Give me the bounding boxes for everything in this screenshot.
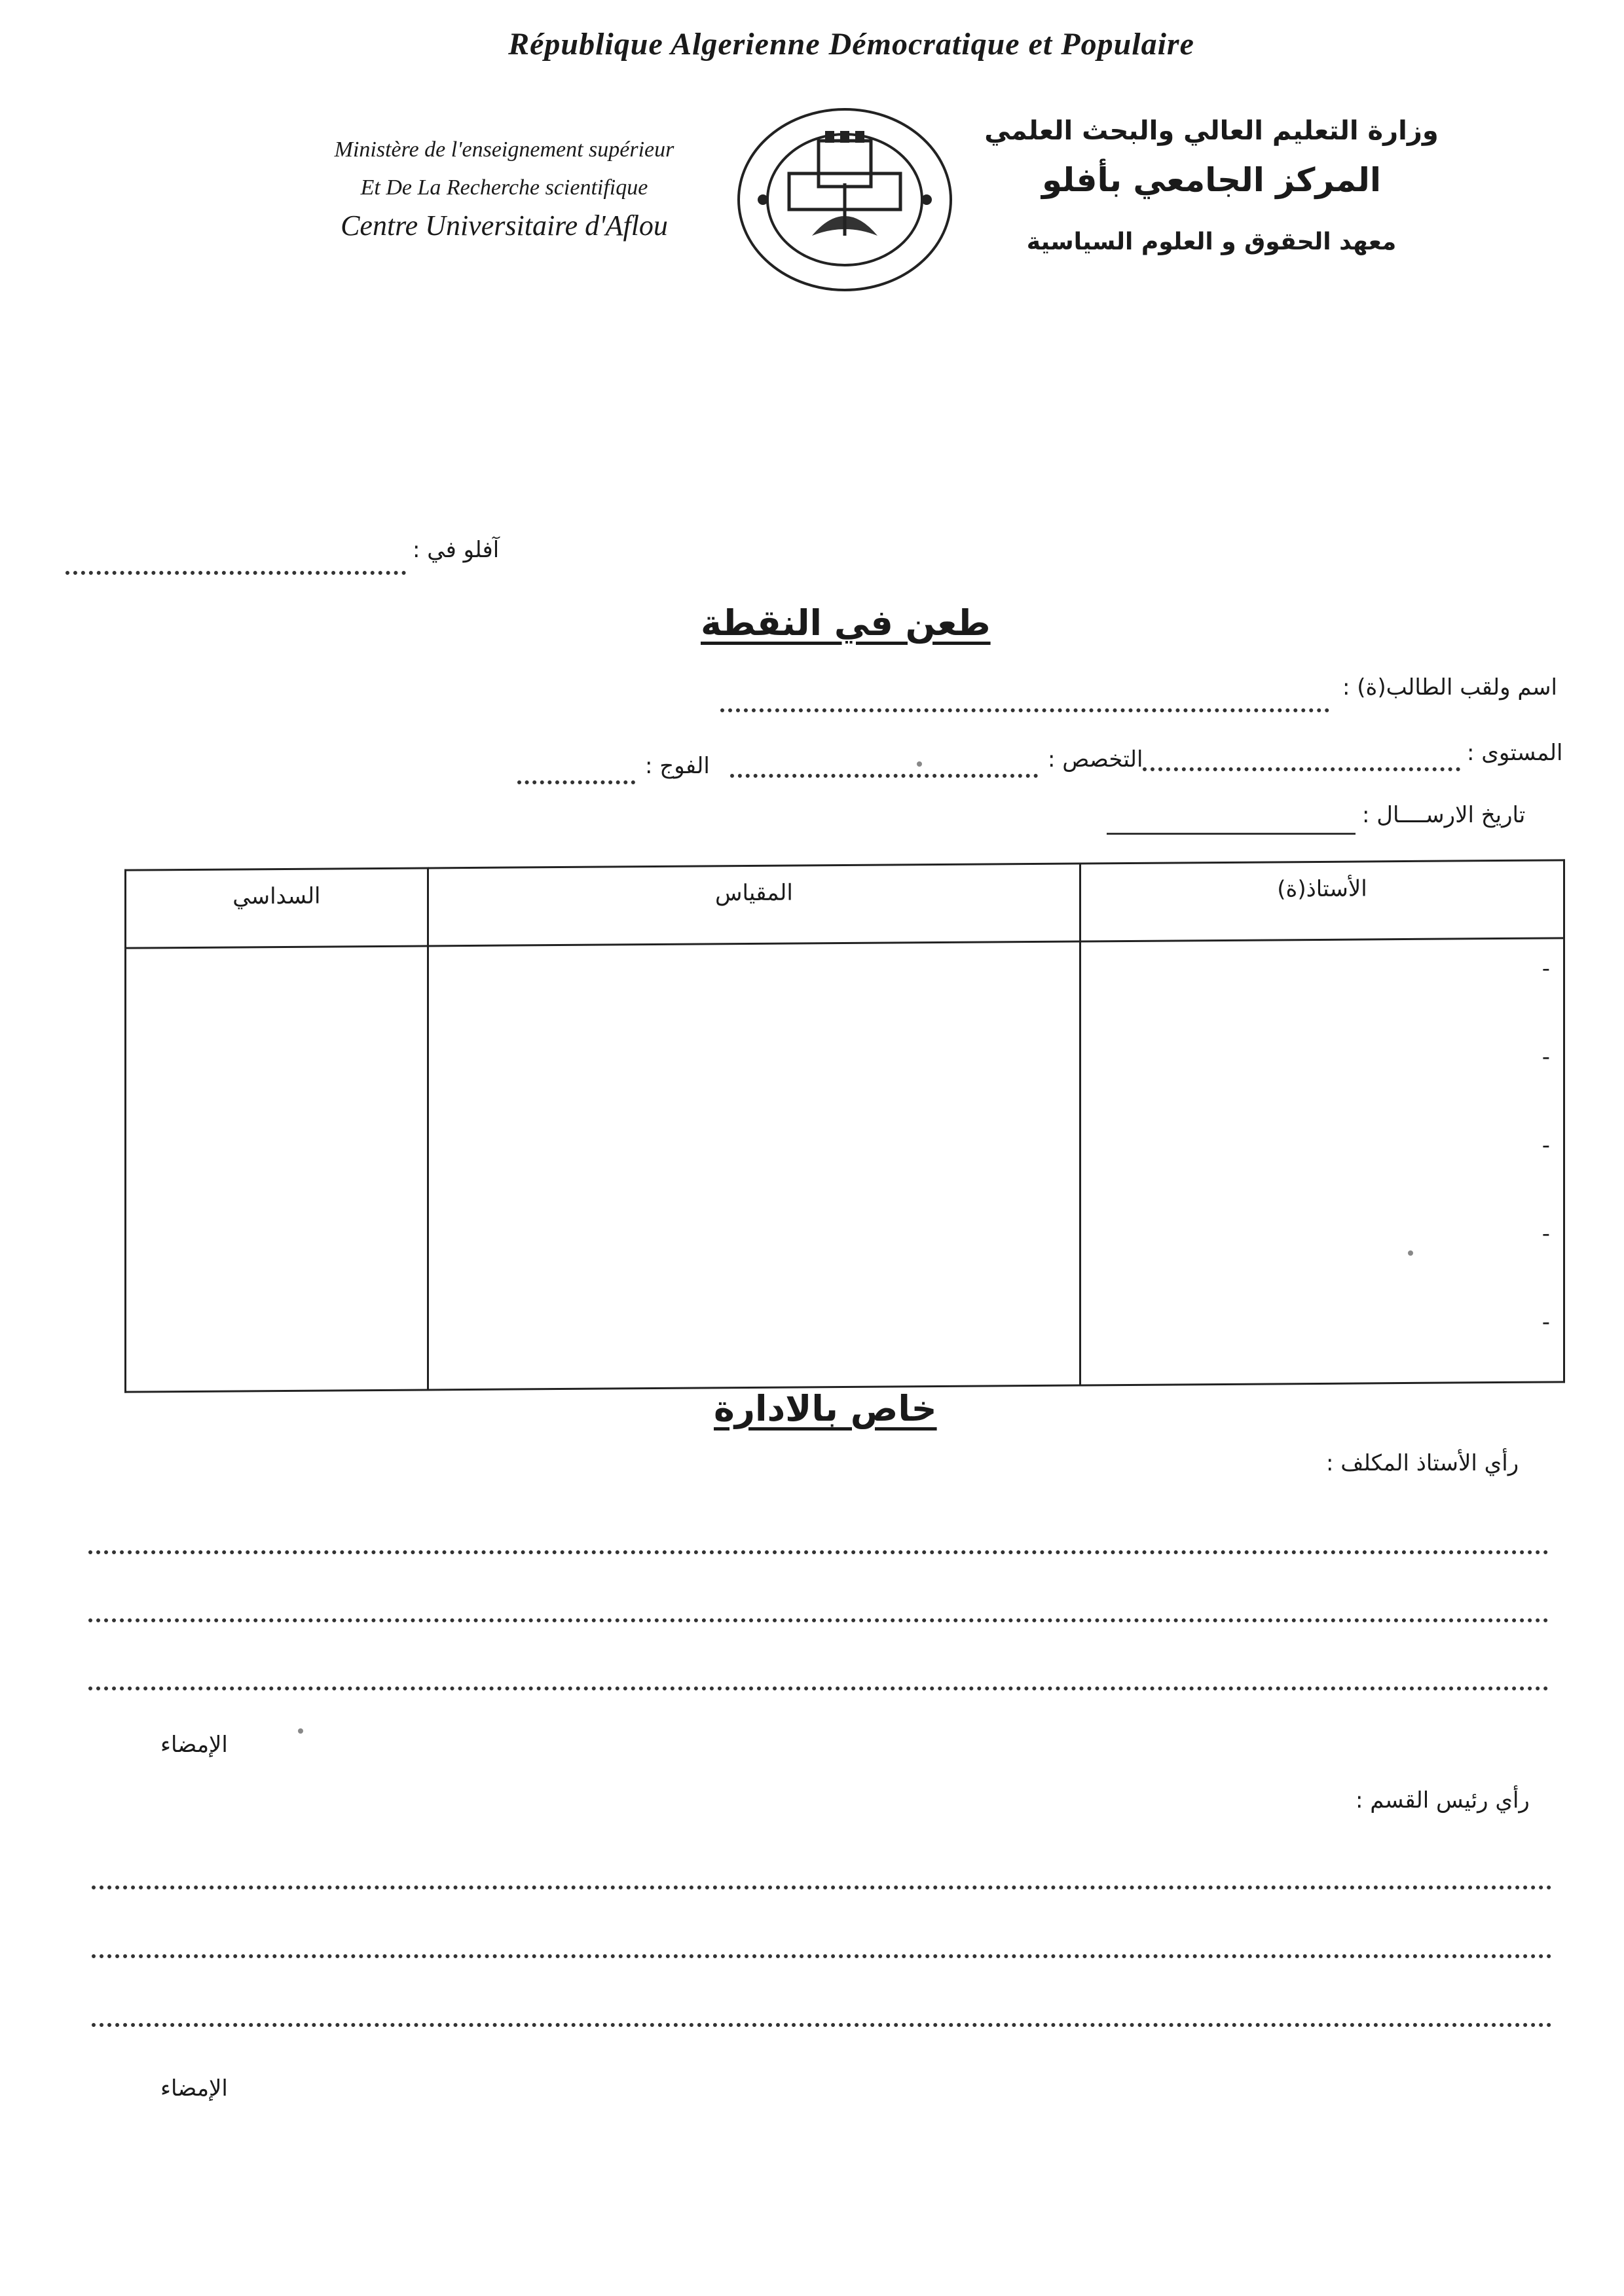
head-signature-label: الإمضاء [160, 2075, 228, 2102]
centre-fr: Centre Universitaire d'Aflou [341, 210, 668, 242]
level-dotted-line[interactable] [1143, 767, 1460, 771]
semester-cell[interactable] [126, 946, 428, 1392]
professor-opinion-label: رأي الأستاذ المكلف : [1326, 1450, 1519, 1476]
head-opinion-line-3[interactable] [92, 2023, 1552, 2027]
scan-speck [298, 1728, 303, 1734]
french-institution-block [275, 131, 733, 245]
subjects-table [124, 859, 1565, 1393]
head-opinion-line-2[interactable] [92, 1954, 1552, 1958]
header-subject: المقياس [428, 864, 1080, 946]
head-opinion-line-1[interactable] [92, 1886, 1552, 1889]
form-title: طعن في النقطة [701, 602, 991, 644]
date-dotted-line[interactable] [65, 571, 406, 575]
republic-header: République Algerienne Démocratique et Populaire [508, 27, 1194, 62]
scan-speck [917, 761, 922, 767]
entry-dash: - [1541, 955, 1550, 982]
ministry-ar: وزارة التعليم العالي والبحث العلمي [984, 116, 1439, 146]
head-opinion-label: رأي رئيس القسم : [1356, 1787, 1530, 1813]
university-seal-icon [733, 105, 956, 295]
centre-ar: المركز الجامعي بأفلو [1041, 161, 1382, 199]
entry-dash: - [1541, 1309, 1550, 1336]
admin-section-title: خاص بالادارة [714, 1388, 937, 1429]
specialty-label: التخصص : [1048, 746, 1143, 773]
student-name-dotted-line[interactable] [720, 708, 1329, 712]
entry-dash: - [1541, 1132, 1550, 1159]
entry-dash: - [1541, 1220, 1550, 1247]
send-date-label: تاريخ الارســــال : [1362, 802, 1526, 828]
entry-dash: - [1541, 1044, 1550, 1070]
arabic-institution-block [982, 108, 1441, 272]
institute-ar: معهد الحقوق و العلوم السياسية [1026, 228, 1397, 255]
header-semester: السداسي [126, 868, 428, 948]
header-professor: الأستاذ(ة) [1080, 860, 1564, 941]
specialty-dotted-line[interactable] [730, 774, 1038, 778]
group-label: الفوج : [645, 753, 710, 779]
date-label: آفلو في : [413, 537, 500, 563]
professor-signature-label: الإمضاء [160, 1732, 228, 1758]
subject-cell[interactable] [428, 941, 1080, 1390]
group-dotted-line[interactable] [517, 780, 635, 784]
professor-cell[interactable] [1080, 938, 1564, 1385]
send-date-line[interactable] [1107, 833, 1356, 835]
professor-opinion-line-1[interactable] [88, 1550, 1549, 1554]
research-fr: Et De La Recherche scientifique [360, 175, 648, 200]
professor-opinion-line-2[interactable] [88, 1618, 1549, 1622]
student-name-label: اسم ولقب الطالب(ة) : [1342, 674, 1557, 701]
scan-speck [1408, 1250, 1413, 1256]
level-label: المستوى : [1467, 740, 1563, 766]
ministry-fr: Ministère de l'enseignement supérieur [334, 137, 674, 162]
professor-opinion-line-3[interactable] [88, 1686, 1549, 1690]
